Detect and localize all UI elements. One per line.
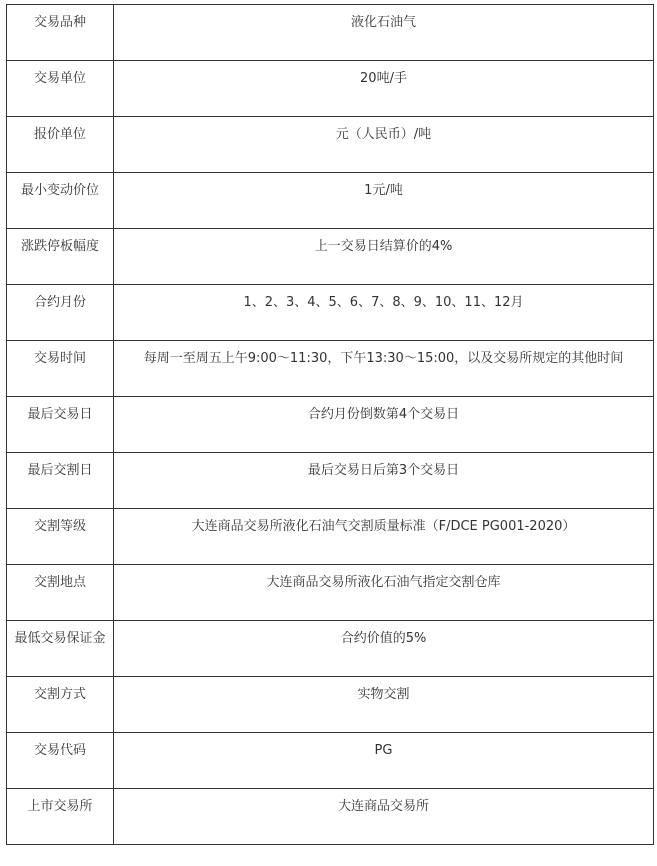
row-value: 大连商品交易所液化石油气交割质量标准（F/DCE PG001-2020） — [114, 509, 654, 565]
table-row — [7, 677, 654, 733]
table-row — [7, 5, 654, 61]
row-value: 每周一至周五上午9:00～11:30，下午13:30～15:00，以及交易所规定的其他时间 — [114, 341, 654, 397]
row-value: PG — [114, 733, 654, 789]
row-label: 交割地点 — [7, 565, 114, 621]
table-row — [7, 397, 654, 453]
contract-spec-table — [6, 4, 654, 845]
table-row — [7, 509, 654, 565]
row-value: 液化石油气 — [114, 5, 654, 61]
row-value: 20吨/手 — [114, 61, 654, 117]
row-label: 最后交易日 — [7, 397, 114, 453]
row-label: 涨跌停板幅度 — [7, 229, 114, 285]
table-row — [7, 229, 654, 285]
table-row — [7, 173, 654, 229]
row-label: 最后交割日 — [7, 453, 114, 509]
row-value: 1、2、3、4、5、6、7、8、9、10、11、12月 — [114, 285, 654, 341]
row-label: 交易品种 — [7, 5, 114, 61]
row-value: 1元/吨 — [114, 173, 654, 229]
row-value: 合约月份倒数第4个交易日 — [114, 397, 654, 453]
row-value: 元（人民币）/吨 — [114, 117, 654, 173]
row-label: 合约月份 — [7, 285, 114, 341]
row-label: 交易时间 — [7, 341, 114, 397]
table-row — [7, 789, 654, 845]
table-row — [7, 61, 654, 117]
row-value: 大连商品交易所 — [114, 789, 654, 845]
row-label: 上市交易所 — [7, 789, 114, 845]
row-label: 交易代码 — [7, 733, 114, 789]
table-row — [7, 117, 654, 173]
row-label: 最小变动价位 — [7, 173, 114, 229]
row-value: 最后交易日后第3个交易日 — [114, 453, 654, 509]
row-label: 交割方式 — [7, 677, 114, 733]
table-row — [7, 285, 654, 341]
row-label: 最低交易保证金 — [7, 621, 114, 677]
row-value: 实物交割 — [114, 677, 654, 733]
table-row — [7, 565, 654, 621]
row-value: 大连商品交易所液化石油气指定交割仓库 — [114, 565, 654, 621]
row-label: 交易单位 — [7, 61, 114, 117]
table-row — [7, 341, 654, 397]
table-row — [7, 733, 654, 789]
table-row — [7, 621, 654, 677]
row-value: 上一交易日结算价的4% — [114, 229, 654, 285]
table-row — [7, 453, 654, 509]
row-label: 报价单位 — [7, 117, 114, 173]
row-label: 交割等级 — [7, 509, 114, 565]
row-value: 合约价值的5% — [114, 621, 654, 677]
